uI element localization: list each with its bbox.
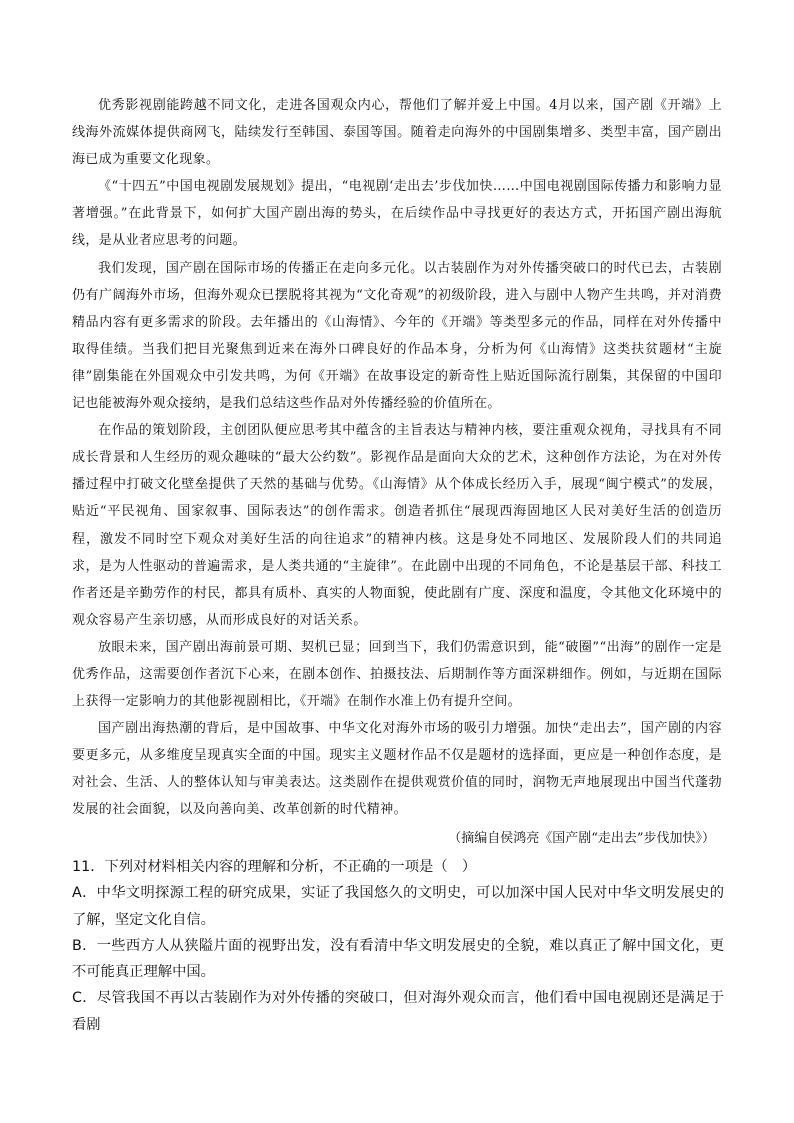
question-section (72, 854, 724, 1038)
passage-paragraph-1: 优秀影视剧能跨越不同文化，走进各国观众内心，帮他们了解并爱上中国。4月以来，国产剧《开端》上线海外流媒体提供商网飞，陆续发行至韩国、泰国等国。随着走向海外的中国剧集增多、类型丰富，国产剧出海已成为重要文化现象。 (72, 98, 722, 168)
passage-paragraph-3: 我们发现，国产剧在国际市场的传播正在走向多元化。以古装剧作为对外传播突破口的时代已去，古装剧仍有广阔海外市场，但海外观众已摆脱将其视为“文化奇观”的初级阶段，进入与剧中人物产生共鸣，并对消费精品内容有更多需求的阶段。去年播出的《山海情》、今年的《开端》等类型多元的作品，同样在对外传播中取得佳绩。当我们把目光聚焦到近来在海外口碑良好的作品本身，分析为何《山海情》这类扶贫题材“主旋律”剧集能在外国观众中引发共鸣，为何《开端》在故事设定的新奇性上贴近国际流行剧集，其保留的中国印记也能被海外观众接纳，是我们总结这些作品对外传播经验的价值所在。 (72, 260, 722, 412)
passage-source-citation: （摘编自侯鸿亮《国产剧“走出去”步伐加快》） (448, 831, 715, 846)
question-11-option-c: C．尽管我国不再以古装剧作为对外传播的突破口，但对海外观众而言，他们看中国电视剧还是满足于看剧 (72, 990, 724, 1033)
question-11-option-a: A．中华文明探源工程的研究成果，实证了我国悠久的文明史，可以加深中国人民对中华文明发展史的了解，坚定文化自信。 (72, 885, 724, 928)
passage-paragraph-2: 《“十四五”中国电视剧发展规划》提出，“电视剧‘走出去’步伐加快……中国电视剧国际传播力和影响力显著增强。”在此背景下，如何扩大国产剧出海的势头，在后续作品中寻找更好的表达方式，开拓国产剧出海航线，是从业者应思考的问题。 (72, 179, 722, 249)
question-11-option-b: B．一些西方人从狭隘片面的视野出发，没有看清中华文明发展史的全貌，难以真正了解中国文化，更不可能真正理解中国。 (72, 937, 724, 981)
passage-paragraph-5: 放眼未来，国产剧出海前景可期、契机已显；回到当下，我们仍需意识到，能“破圈”“出海”的剧作一定是优秀作品，这需要创作者沉下心来，在剧本创作、拍摄技法、后期制作等方面深耕细作。例如，与近期在国际上获得一定影响力的其他影视剧相比，《开端》在制作水准上仍有提升空间。 (72, 639, 722, 710)
question-11-stem: 11．下列对材料相关内容的理解和分析，不正确的一项是（ ） (72, 859, 477, 875)
passage-paragraph-6: 国产剧出海热潮的背后，是中国故事、中华文化对海外市场的吸引力增强。加快“走出去”，国产剧的内容要更多元，从多维度呈现真实全面的中国。现实主义题材作品不仅是题材的选择面，更应是一种创作态度，是对社会、生活、人的整体认知与审美表达。这类剧作在提供观赏价值的同时，润物无声地展现出中国当代蓬勃发展的社会面貌，以及向善向美、改革创新的时代精神。 (72, 721, 722, 818)
passage-paragraph-4: 在作品的策划阶段，主创团队便应思考其中蕴含的主旨表达与精神内核，要注重观众视角，寻找具有不同成长背景和人生经历的观众趣味的“最大公约数”。影视作品是面向大众的艺术，这种创作方法论，为在对外传播过程中打破文化壁垒提供了天然的基础与优势。《山海情》从个体成长经历入手，展现“闽宁模式”的发展，贴近“平民视角、国家叙事、国际表达”的创作需求。创造者抓住“展现西海固地区人民对美好生活的创造历程，激发不同时空下观众对美好生活的向往追求”的精神内核。这是身处不同地区、发展阶段人们的共同追求，是为人性驱动的普遍需求，是人类共通的“主旋律”。在此剧中出现的不同角色，不论是基层干部、科技工作者还是辛勤劳作的村民，都具有质朴、真实的人物面貌，使此剧有广度、深度和温度，令其他文化环境中的观众容易产生亲切感，从而形成良好的对话关系。 (72, 423, 722, 628)
reading-passage (72, 92, 722, 824)
